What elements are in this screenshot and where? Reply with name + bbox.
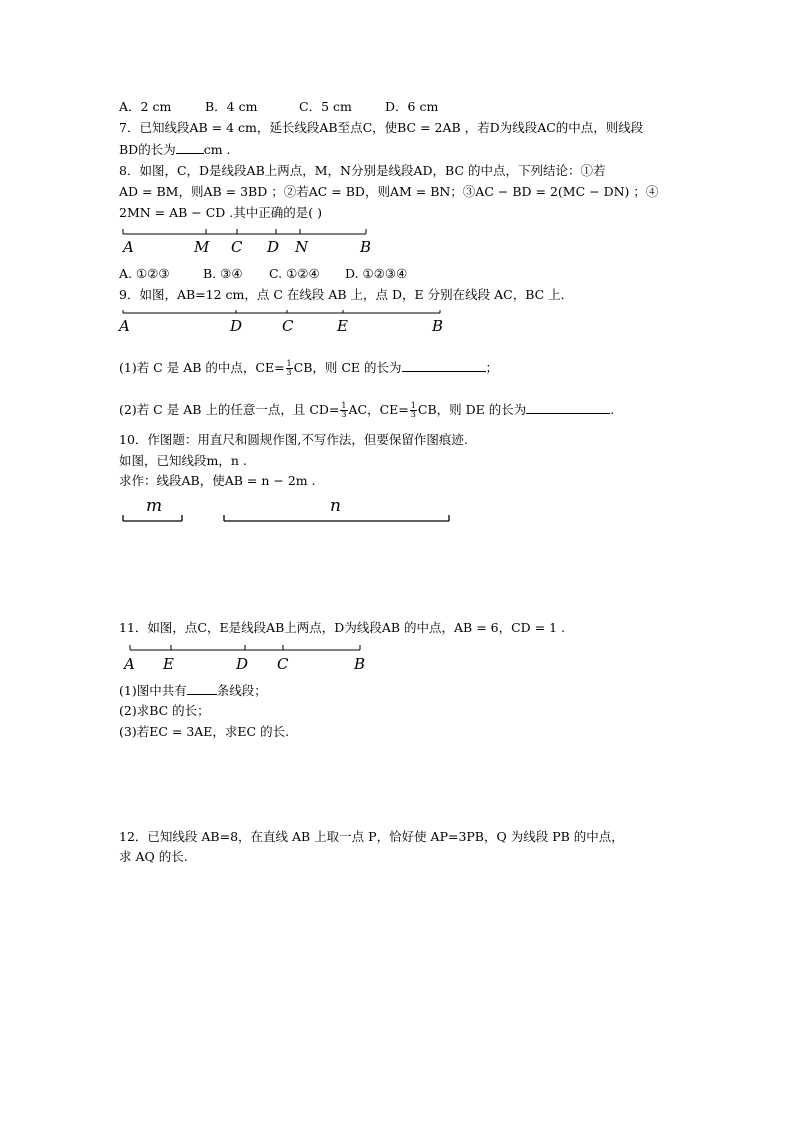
q9-part1 <box>119 359 498 377</box>
q7-line1: 7．已知线段AB = 4 cm，延长线段AB至点C，使BC = 2AB ，若D为线段AC的中点，则线段 <box>119 120 644 135</box>
q9-part2-fraction-2 <box>410 402 417 419</box>
fraction-numerator: 1 <box>286 359 292 368</box>
q11-answer-blank[interactable] <box>187 682 217 695</box>
q10-label-n: n <box>330 496 341 516</box>
q11-line1: 11．如图，点C，E是线段AB上两点，D为线段AB 的中点，AB = 6，CD = 1 . <box>119 620 566 635</box>
q10-line3: 求作：线段AB，使AB = n − 2m . <box>119 473 316 488</box>
q8-label-n: N <box>295 238 309 256</box>
q8-options <box>119 266 407 282</box>
q10-diagram <box>123 496 449 521</box>
q8-line3: 2MN = AB − CD .其中正确的是( ) <box>119 205 323 220</box>
q9-label-d: D <box>230 317 243 335</box>
q8-label-d: D <box>267 238 280 256</box>
q9-label-c: C <box>282 317 294 335</box>
q9-part1-post: ； <box>485 360 499 375</box>
q9-part2-pre: (2)若 C 是 AB 上的任意一点，且 CD= <box>119 402 340 417</box>
fraction-denominator: 3 <box>286 368 292 377</box>
q8-label-b: B <box>360 238 372 256</box>
q8-label-m: M <box>194 238 210 256</box>
q9-part1-mid: CB，则 CE 的长为 <box>293 360 402 375</box>
q6-option-a: A．2 cm <box>119 99 172 114</box>
q9-part1-fraction <box>286 360 293 377</box>
q8-diagram <box>121 229 371 256</box>
q8-label-a: A <box>123 238 134 256</box>
q12-line1: 12．已知线段 AB=8，在直线 AB 上取一点 P，恰好使 AP=3PB，Q 为线段 PB 的中点， <box>119 829 624 844</box>
q10-label-m: m <box>146 496 163 516</box>
q11-part1 <box>119 682 267 699</box>
q11-diagram <box>122 645 365 673</box>
q6-option-d: D．6 cm <box>385 99 439 114</box>
q9-label-a: A <box>119 317 130 335</box>
q7-text-pre: BD的长为 <box>119 142 176 157</box>
q8-line1: 8．如图，C，D是线段AB上两点，M，N分别是线段AD，BC 的中点，下列结论：①若 <box>119 163 606 178</box>
q11-label-d: D <box>236 655 249 673</box>
q11-label-c: C <box>277 655 289 673</box>
q9-part2-post: . <box>610 402 615 417</box>
q9-diagram <box>117 310 443 335</box>
fraction-numerator: 1 <box>341 401 347 410</box>
q11-label-a: A <box>124 655 135 673</box>
q11-part1-post: 条线段； <box>216 683 267 698</box>
q10-line2: 如图，已知线段m，n . <box>119 453 247 468</box>
q6-option-b: B．4 cm <box>205 99 258 114</box>
q11-label-e: E <box>163 655 174 673</box>
fraction-denominator: 3 <box>341 410 347 419</box>
q6-option-c: C．5 cm <box>299 99 352 114</box>
q9-line1: 9．如图，AB=12 cm，点 C 在线段 AB 上，点 D，E 分别在线段 AC，BC 上． <box>119 287 574 302</box>
q8-option-a: A. ①②③ <box>119 266 170 281</box>
q9-part2-mid1: AC，CE= <box>348 402 409 417</box>
q8-option-c: C. ①②④ <box>269 266 320 281</box>
q9-part2-fraction-1 <box>340 402 347 419</box>
q9-part1-answer-blank[interactable] <box>402 359 486 372</box>
q9-part2-mid2: CB，则 DE 的长为 <box>417 402 527 417</box>
q12-line2: 求 AQ 的长. <box>119 849 188 864</box>
q11-label-b: B <box>354 655 366 673</box>
fraction-denominator: 3 <box>410 410 416 419</box>
q9-label-b: B <box>432 317 444 335</box>
q11-part3: (3)若EC = 3AE，求EC 的长. <box>119 724 290 739</box>
q9-label-e: E <box>337 317 348 335</box>
fraction-numerator: 1 <box>410 401 416 410</box>
q9-part2 <box>119 401 614 419</box>
q10-line1: 10．作图题：用直尺和圆规作图,不写作法，但要保留作图痕迹. <box>119 432 468 447</box>
q9-part1-pre: (1)若 C 是 AB 的中点，CE= <box>119 360 285 375</box>
q9-part2-answer-blank[interactable] <box>526 401 610 414</box>
q8-option-b: B. ③④ <box>203 266 243 281</box>
q8-label-c: C <box>231 238 243 256</box>
q11-part1-pre: (1)图中共有 <box>119 683 187 698</box>
q11-part2: (2)求BC 的长； <box>119 703 210 718</box>
q7-text-post: cm . <box>203 142 231 157</box>
q8-line2: AD = BM，则AB = 3BD ；②若AC = BD，则AM = BN；③AC − BD = 2(MC − DN) ；④ <box>119 184 659 199</box>
q8-option-d: D. ①②③④ <box>345 266 408 281</box>
